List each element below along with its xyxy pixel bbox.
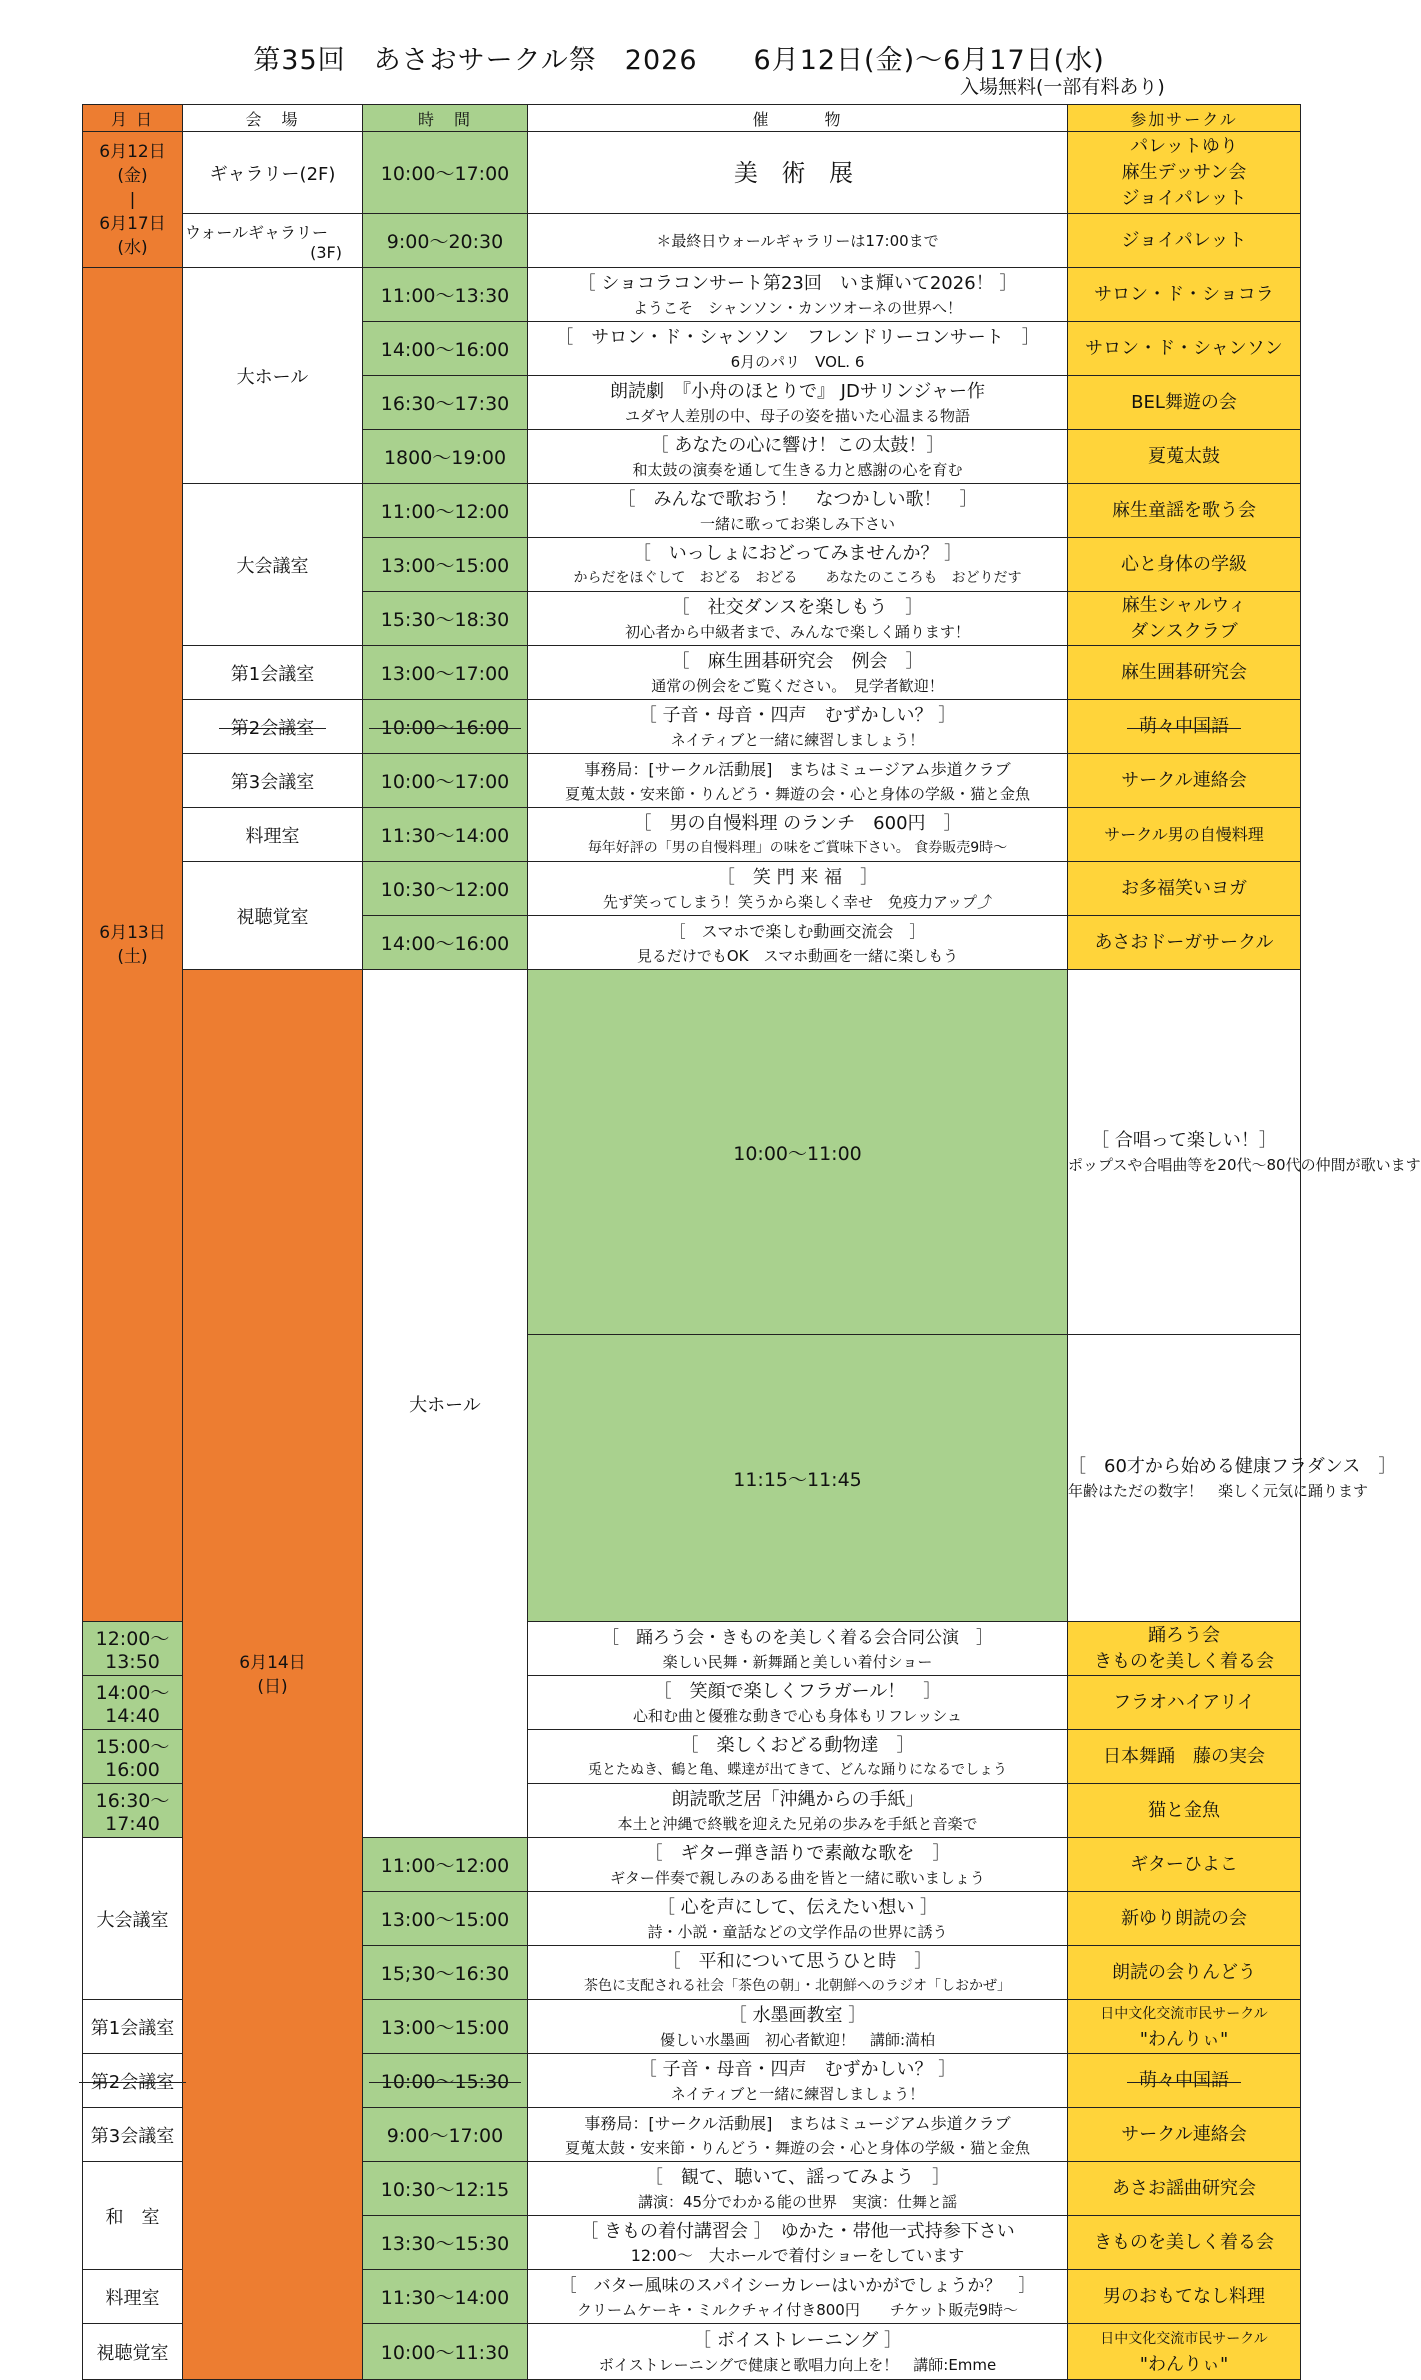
event-cell [528,2324,1068,2380]
time-cell: 11:00～12:00 [363,484,528,538]
event-cell [528,808,1068,862]
time-cell [363,2054,528,2108]
time-cell: 10:30～12:00 [363,862,528,916]
circle-cell: あさお謡曲研究会 [1068,2162,1301,2216]
circle-line: 日中文化交流市民サークル [1100,2005,1268,2022]
event-title: ［ 楽しくおどる動物達 ］ [680,1734,915,1756]
circle-line: 日中文化交流市民サークル [1100,2330,1268,2347]
time-cell: 15;30～16:30 [363,1946,528,2000]
event-title: ［ みんなで歌おう！ なつかしい歌！ ］ [617,488,978,510]
col-header-event: 催 物 [528,105,1068,132]
date-cell-0614 [183,970,363,2380]
event-title: ［ 踊ろう会・きものを美しく着る会合同公演 ］ [602,1627,993,1648]
event-title: ［ ギター弾き語りで素敵な歌を ］ [644,1842,951,1864]
circle-line: ジョイパレット [1121,187,1247,209]
circle-cell: 麻生童謡を歌う会 [1068,484,1301,538]
event-desc: 夏蒐太鼓・安来節・りんどう・舞遊の会・心と身体の学級・猫と金魚 [564,784,1030,803]
circle-cell: 麻生囲碁研究会 [1068,646,1301,700]
event-title: ［ 男の自慢料理 のランチ 600円 ］ [633,812,962,834]
table-row [83,754,1301,808]
circle-cell: フラオハイアリイ [1068,1676,1301,1730]
circle-cell: お多福笑いヨガ [1068,862,1301,916]
date-line: (水) [117,237,148,258]
date-cell-range [83,132,183,268]
time-cell: 15:30～18:30 [363,592,528,646]
event-desc: 夏蒐太鼓・安来節・りんどう・舞遊の会・心と身体の学級・猫と金魚 [564,2138,1030,2157]
event-cell [528,1892,1068,1946]
event-title: ［ スマホで楽しむ動画交流会 ］ [669,921,926,941]
time-cell: 11:00～12:00 [363,1838,528,1892]
date-line: (金) [117,165,148,186]
event-cell [528,2000,1068,2054]
circle-cell: あさおドーガサークル [1068,916,1301,970]
event-desc: 毎年好評の「男の自慢料理」の味をご賞味下さい。 食券販売9時～ [587,839,1008,856]
table-row [83,132,1301,214]
event-desc: 一緒に歌ってお楽しみ下さい [699,514,895,533]
table-row [83,808,1301,862]
event-title: ［ サロン・ド・シャンソン フレンドリーコンサート ］ [555,326,1040,348]
time-cell: 14:00～16:00 [363,916,528,970]
circle-cell [1068,2324,1301,2380]
event-desc: ネイティブと一緒に練習しましょう！ [670,730,925,749]
time-cell: 10:00～17:00 [363,754,528,808]
event-title: 事務局：[サークル活動展] まちはミュージアム歩道クラブ [584,2113,1011,2133]
event-cell [1068,970,1421,1335]
time-struck: 10:00～15:30 [381,2067,510,2094]
event-cell [528,1622,1068,1676]
venue-cell [183,214,363,268]
event-desc: ＊最終日ウォールギャラリーは17:00まで [656,231,939,250]
circle-cell: サークル連絡会 [1068,754,1301,808]
event-cell [528,268,1068,322]
date-line: 6月17日 [99,213,166,234]
circle-line: 麻生シャルウィ [1121,594,1247,616]
event-desc: 6月のパリ VOL. 6 [730,352,865,371]
event-cell [528,2108,1068,2162]
time-struck: 10:00～16:00 [381,713,510,740]
event-title: ［ あなたの心に響け！この太鼓！］ [650,434,945,456]
event-cell [528,862,1068,916]
event-cell [528,754,1068,808]
time-cell: 10:00～17:00 [363,132,528,214]
time-cell: 13:00～17:00 [363,646,528,700]
circle-cell: 男のおもてなし料理 [1068,2270,1301,2324]
event-desc: 本土と沖縄で終戦を迎えた兄弟の歩みを手紙と音楽で [617,1814,978,1833]
event-desc: 優しい水墨画 初心者歓迎！ 講師:満柏 [659,2030,936,2049]
table-row [83,214,1301,268]
event-cell [528,1838,1068,1892]
col-header-circle: 参加サークル [1068,105,1301,132]
event-desc: ようこそ シャンソン・カンツオーネの世界へ！ [633,298,962,317]
circle-cell [1068,2000,1301,2054]
venue-cell: 和 室 [83,2162,183,2270]
event-title: 事務局：[サークル活動展] まちはミュージアム歩道クラブ [584,759,1011,779]
col-header-date: 月 日 [83,105,183,132]
date-line: (土) [117,946,148,967]
event-cell [528,592,1068,646]
venue-line: ウォールギャラリー [185,222,329,242]
venue-cell: ギャラリー(2F) [183,132,363,214]
time-cell: 14:00～14:40 [83,1676,183,1730]
event-desc: ポップスや合唱曲等を20代～80代の仲間が歌います [1068,1156,1421,1174]
circle-cell [1068,132,1301,214]
venue-struck: 第2会議室 [231,714,314,740]
time-cell: 10:30～12:15 [363,2162,528,2216]
event-title: ［ いっしょにおどってみませんか？ ］ [632,542,963,564]
circle-line: きものを美しく着る会 [1094,1650,1274,1672]
event-cell [528,2162,1068,2216]
event-cell [528,1676,1068,1730]
event-desc: 初心者から中級者まで、みんなで楽しく踊ります！ [625,622,970,641]
event-title: ［ 平和について思うひと時 ］ [662,1950,933,1972]
venue-line: (3F) [310,242,342,262]
event-desc: ユダヤ人差別の中、母子の姿を描いた心温まる物語 [624,406,970,425]
venue-cell: 視聴覚室 [83,2324,183,2380]
event-cell [528,132,1068,214]
time-cell: 10:00～11:00 [528,970,1068,1335]
event-title: ［ バター風味のスパイシーカレーはいかがでしょうか？ ］ [559,2275,1036,2296]
time-cell: 13:30～15:30 [363,2216,528,2270]
time-cell: 13:00～15:00 [363,538,528,592]
venue-cell: 大会議室 [183,484,363,646]
event-cell [528,322,1068,376]
circle-cell: 猫と金魚 [1068,1784,1301,1838]
time-cell: 16:30～17:40 [83,1784,183,1838]
table-row [83,484,1301,538]
event-desc: ボイストレーニングで健康と歌唱力向上を！ 講師:Emme [598,2355,997,2374]
col-header-time: 時 間 [363,105,528,132]
table-row [83,970,1301,1335]
event-title: ［ 子音・母音・四声 むずかしい？ ］ [638,704,957,726]
event-cell [528,214,1068,268]
time-cell: 10:00～11:30 [363,2324,528,2380]
event-title: ［ 子音・母音・四声 むずかしい？ ］ [638,2058,957,2080]
event-desc: クリームケーキ・ミルクチャイ付き800円 チケット販売9時～ [576,2300,1019,2319]
event-cell [528,1946,1068,2000]
event-desc: 詩・小説・童話などの文学作品の世界に誘う [647,1922,948,1941]
time-cell: 13:00～15:00 [363,1892,528,1946]
venue-cell: 第1会議室 [183,646,363,700]
circle-cell: BEL舞遊の会 [1068,376,1301,430]
event-cell [528,2216,1068,2270]
event-desc: ネイティブと一緒に練習しましょう！ [670,2084,925,2103]
event-cell [1068,1335,1397,1622]
event-title: ［ ショコラコンサート第23回 いま輝いて2026！ ］ [577,272,1018,294]
event-title: 朗読劇 『小舟のほとりで』 JDサリンジャー作 [609,380,986,402]
col-header-venue: 会 場 [183,105,363,132]
time-cell: 11:30～14:00 [363,808,528,862]
table-row [83,646,1301,700]
header-row [83,105,1301,132]
event-title: ［ 水墨画教室 ］ [728,2004,867,2026]
time-cell: 11:15～11:45 [528,1335,1068,1622]
circle-cell [1068,1622,1301,1676]
event-cell [528,916,1068,970]
time-cell: 1800～19:00 [363,430,528,484]
time-cell: 13:00～15:00 [363,2000,528,2054]
event-desc: 講演：45分でわかる能の世界 実演：仕舞と謡 [637,2192,958,2211]
circle-cell: 朗読の会りんどう [1068,1946,1301,2000]
event-desc: 見るだけでもOK スマホ動画を一緒に楽しもう [636,946,959,965]
circle-line: パレットゆり [1130,135,1238,157]
event-desc: ギター伴奏で親しみのある曲を皆と一緒に歌いましょう [610,1868,985,1887]
event-desc: 先ず笑ってしまう！笑うから楽しく幸せ 免疫力アップ⤴ [603,892,992,911]
time-cell: 12:00～13:50 [83,1622,183,1676]
circle-struck: 萌々中国語 [1139,714,1229,740]
event-title: 美 術 展 [733,158,862,187]
event-desc: 通常の例会をご覧ください。 見学者歓迎！ [651,676,944,695]
circle-cell: 日本舞踊 藤の実会 [1068,1730,1301,1784]
time-cell: 9:00～17:00 [363,2108,528,2162]
event-cell [528,484,1068,538]
date-line: 6月13日 [99,922,166,943]
venue-cell: 第1会議室 [83,2000,183,2054]
venue-cell: 第3会議室 [183,754,363,808]
date-line: 6月12日 [99,141,166,162]
page-subtitle: 入場無料(一部有料あり) [960,76,1165,98]
event-desc: 心和む曲と優雅な動きで心も身体もリフレッシュ [633,1706,962,1725]
event-cell [528,430,1068,484]
date-cell-0613 [83,268,183,1622]
event-title: ［ 観て、聴いて、謡ってみよう ］ [644,2166,951,2188]
event-title: ［ きもの着付講習会 ］ ゆかた・帯他一式持参下さい [580,2220,1015,2242]
event-cell [528,1784,1068,1838]
circle-cell: サークル男の自慢料理 [1068,808,1301,862]
venue-struck: 第2会議室 [91,2068,174,2094]
time-cell: 15:00～16:00 [83,1730,183,1784]
circle-line: ダンスクラブ [1130,620,1238,642]
time-cell: 16:30～17:30 [363,376,528,430]
venue-cell [83,2054,183,2108]
event-cell [528,700,1068,754]
event-title: ［ 心を声にして、伝えたい想い ］ [656,1896,939,1918]
table-row [83,862,1301,916]
page-title: 第35回 あさおサークル祭 2026 6月12日(金)～6月17日(水) [253,45,1105,76]
date-line: | [129,189,136,210]
circle-line: 踊ろう会 [1148,1624,1220,1646]
event-cell [528,538,1068,592]
venue-cell [183,700,363,754]
venue-cell: 大ホール [183,268,363,484]
circle-cell [1068,592,1301,646]
venue-cell: 大会議室 [83,1838,183,2000]
time-cell: 11:00～13:30 [363,268,528,322]
event-title: ［ 社交ダンスを楽しもう ］ [671,596,924,618]
venue-cell: 料理室 [83,2270,183,2324]
circle-line: "わんりぃ" [1139,2028,1229,2050]
event-title: 朗読歌芝居「沖縄からの手紙」 [671,1788,924,1810]
table-row-cancelled [83,700,1301,754]
circle-cell: 新ゆり朗読の会 [1068,1892,1301,1946]
event-title: ［ 60才から始める健康フラダンス ］ [1068,1456,1397,1477]
schedule-table [82,104,1421,2380]
time-cell: 9:00～20:30 [363,214,528,268]
event-desc: 兎とたぬき、鶴と亀、蝶達が出てきて、どんな踊りになるでしょう [587,1761,1008,1778]
event-desc: 和太鼓の演奏を通して生きる力と感謝の心を育む [632,460,963,479]
event-title: ［ 笑顔で楽しくフラガール！ ］ [653,1680,942,1702]
event-desc: 茶色に支配される社会「茶色の朝」・北朝鮮へのラジオ「しおかぜ」 [584,1977,1011,1994]
circle-cell: 夏蒐太鼓 [1068,430,1301,484]
time-cell: 11:30～14:00 [363,2270,528,2324]
circle-cell: サロン・ド・ショコラ [1068,268,1301,322]
venue-cell: 料理室 [183,808,363,862]
event-cell [528,376,1068,430]
event-title: ［ ボイストレーニング ］ [693,2329,902,2351]
event-title: ［ 合唱って楽しい！］ [1091,1130,1277,1151]
circle-line: 麻生デッサン会 [1121,161,1247,183]
event-title: ［ 麻生囲碁研究会 例会 ］ [671,650,924,672]
circle-cell [1068,2054,1301,2108]
event-desc: からだをほぐして おどる おどる あなたのこころも おどりだす [573,569,1022,586]
venue-cell: 第3会議室 [83,2108,183,2162]
circle-struck: 萌々中国語 [1139,2068,1229,2094]
event-desc: 12:00～ 大ホールで着付ショーをしています [630,2245,965,2265]
venue-cell: 視聴覚室 [183,862,363,970]
circle-cell: きものを美しく着る会 [1068,2216,1301,2270]
event-title: ［ 笑 門 来 福 ］ [716,866,879,888]
circle-cell: ジョイパレット [1068,214,1301,268]
event-cell [528,1730,1068,1784]
date-line: (日) [257,1676,288,1697]
event-desc: 楽しい民舞・新舞踊と美しい着付ショー [662,1652,933,1671]
circle-cell: ギターひよこ [1068,1838,1301,1892]
table-row [83,268,1301,322]
time-cell: 14:00～16:00 [363,322,528,376]
circle-line: "わんりぃ" [1139,2353,1229,2375]
event-cell [528,2270,1068,2324]
event-cell [528,2054,1068,2108]
event-cell [528,646,1068,700]
circle-cell: 心と身体の学級 [1068,538,1301,592]
event-desc: 年齢はただの数字！ 楽しく元気に踊ります [1068,1482,1369,1500]
circle-cell: サロン・ド・シャンソン [1068,322,1301,376]
circle-cell: サークル連絡会 [1068,2108,1301,2162]
circle-cell [1068,700,1301,754]
time-cell [363,700,528,754]
date-line: 6月14日 [239,1652,306,1673]
venue-cell: 大ホール [363,970,528,1838]
